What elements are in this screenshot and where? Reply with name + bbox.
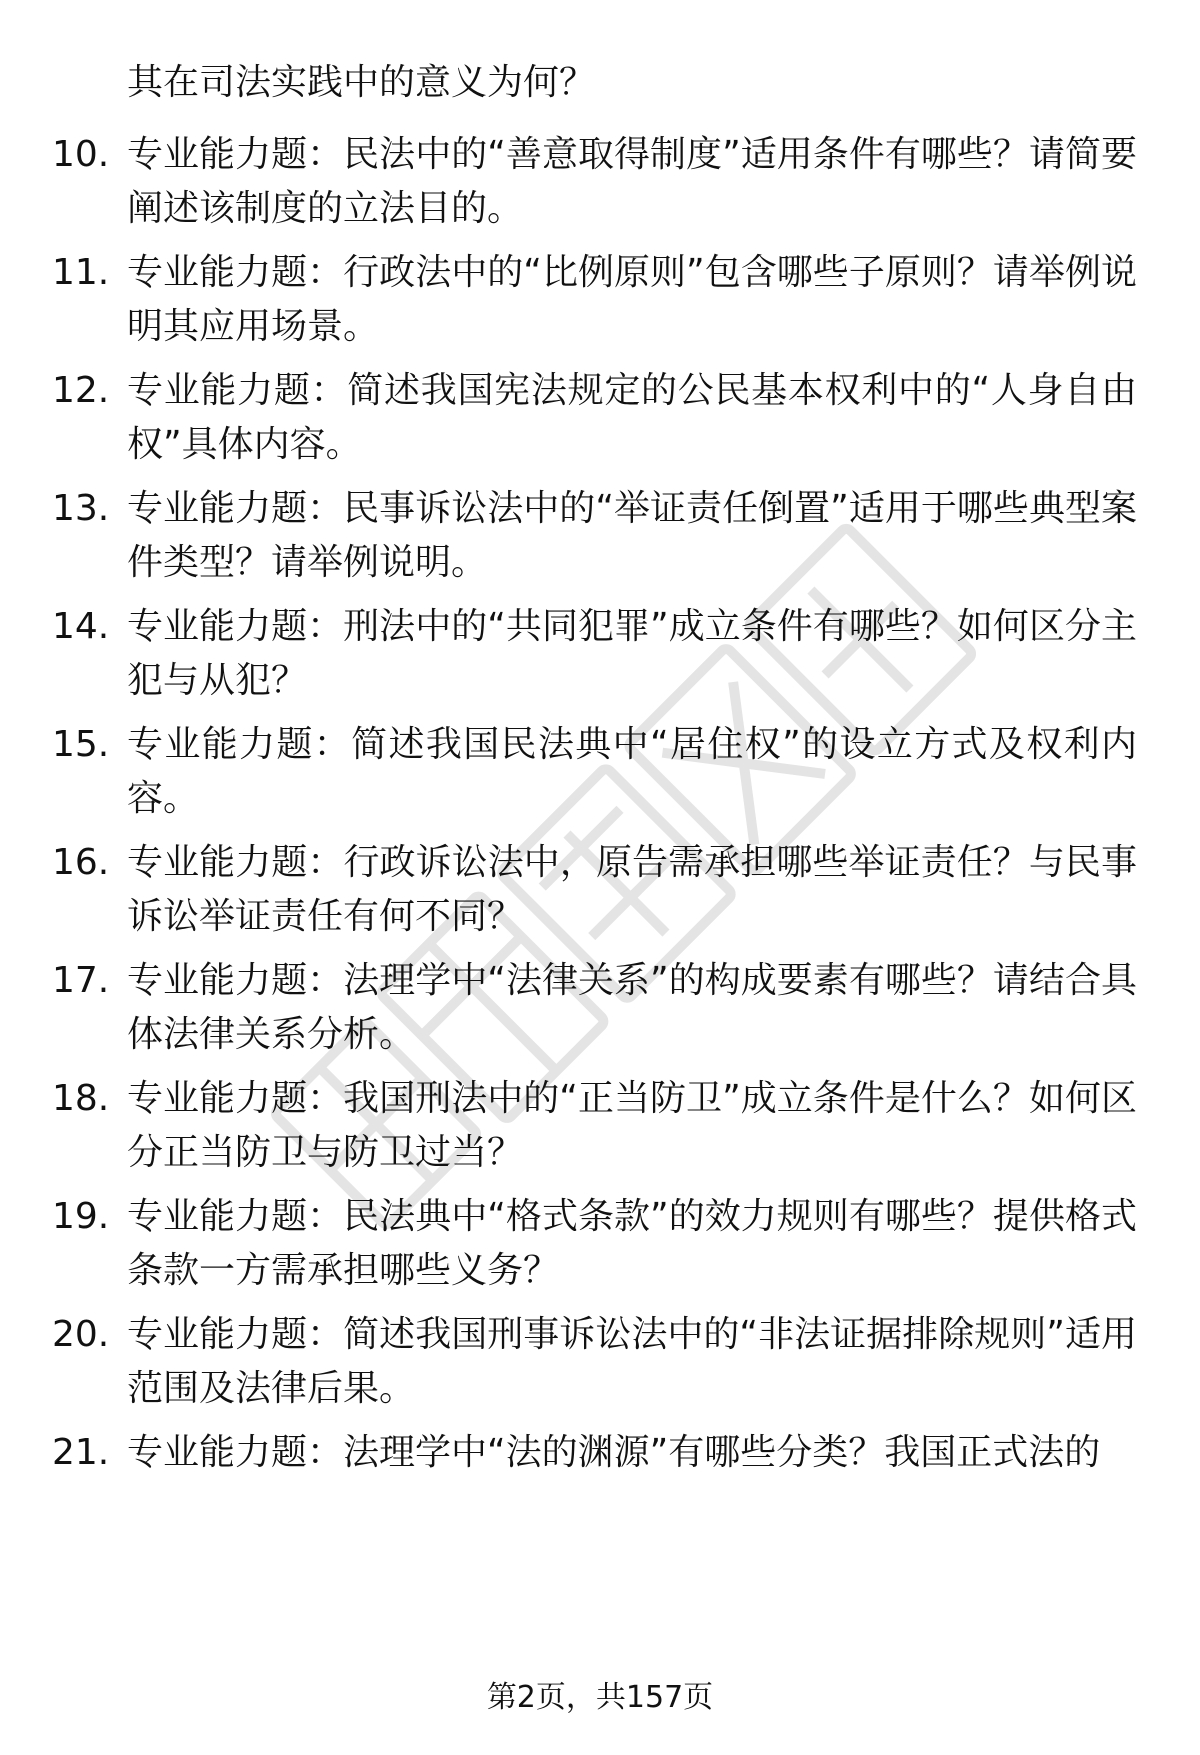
item-number: 19. — [52, 1196, 110, 1237]
item-text: 专业能力题：行政诉讼法中，原告需承担哪些举证责任？与民事诉讼举证责任有何不同？ — [127, 842, 1137, 937]
item-number: 12. — [52, 370, 110, 411]
item-number: 17. — [52, 960, 110, 1001]
item-text: 专业能力题：行政法中的“比例原则”包含哪些子原则？请举例说明其应用场景。 — [127, 252, 1137, 347]
item-number: 11. — [52, 252, 110, 293]
continued-question-text: 其在司法实践中的意义为何？ — [127, 62, 596, 103]
item-number: 18. — [52, 1078, 110, 1119]
item-number: 10. — [52, 134, 110, 175]
item-number: 15. — [52, 724, 110, 765]
item-text: 专业能力题：民事诉讼法中的“举证责任倒置”适用于哪些典型案件类型？请举例说明。 — [127, 488, 1137, 583]
item-text: 专业能力题：简述我国刑事诉讼法中的“非法证据排除规则”适用范围及法律后果。 — [127, 1314, 1137, 1409]
item-text: 专业能力题：简述我国民法典中“居住权”的设立方式及权利内容。 — [127, 724, 1137, 819]
item-text: 专业能力题：法理学中“法的渊源”有哪些分类？我国正式法的 — [127, 1432, 1101, 1473]
item-text: 专业能力题：简述我国宪法规定的公民基本权利中的“人身自由权”具体内容。 — [127, 370, 1137, 465]
item-text: 专业能力题：刑法中的“共同犯罪”成立条件有哪些？如何区分主犯与从犯？ — [127, 606, 1137, 701]
item-text: 专业能力题：民法中的“善意取得制度”适用条件有哪些？请简要阐述该制度的立法目的。 — [127, 134, 1137, 229]
item-number: 13. — [52, 488, 110, 529]
item-number: 16. — [52, 842, 110, 883]
page-footer: 第2页，共157页 — [486, 1680, 714, 1715]
item-number: 14. — [52, 606, 110, 647]
item-number: 21. — [52, 1432, 110, 1473]
item-text: 专业能力题：民法典中“格式条款”的效力规则有哪些？提供格式条款一方需承担哪些义务？ — [127, 1196, 1137, 1291]
item-number: 20. — [52, 1314, 110, 1355]
item-text: 专业能力题：我国刑法中的“正当防卫”成立条件是什么？如何区分正当防卫与防卫过当？ — [127, 1078, 1137, 1173]
item-text: 专业能力题：法理学中“法律关系”的构成要素有哪些？请结合具体法律关系分析。 — [127, 960, 1137, 1055]
